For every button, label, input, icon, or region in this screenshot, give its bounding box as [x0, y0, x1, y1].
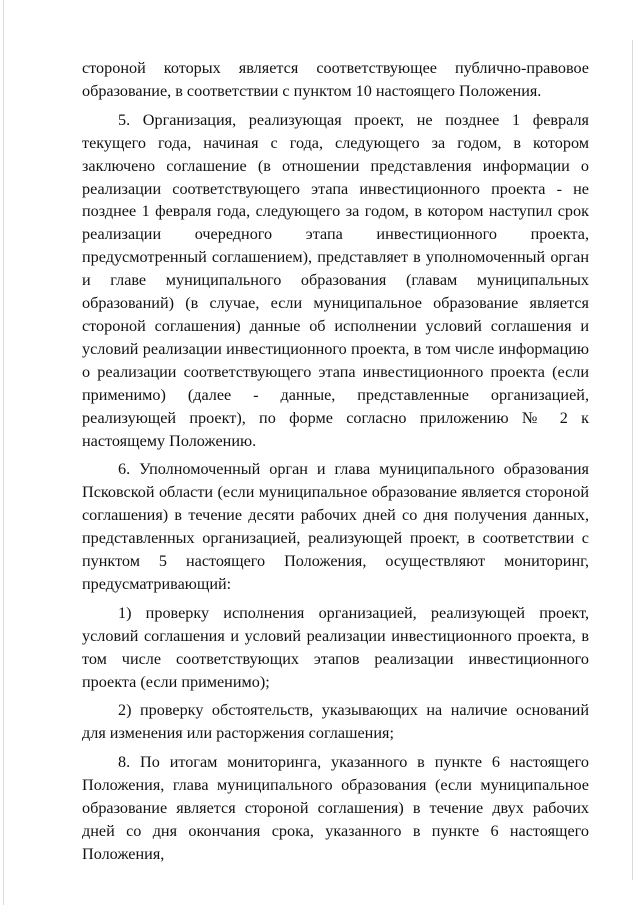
paragraph-item-8: 8. По итогам мониторинга, указанного в пункте 6 настоящего Положения, глава муниципального образования (если муниципальное образование является стороной соглашения) в течение двух рабочих дней со дня окончания срока, указанного в пункте 6 настоящего Положения, — [82, 753, 589, 863]
paragraph-item-6-subitem-1: 1) проверку исполнения организацией, реализующей проект, условий соглашения и условий реализации инвестиционного проекта, в том числе соответствующих этапов реализации инвестиционного проекта (если применимо); — [82, 603, 589, 691]
paragraph-item-6: 6. Уполномоченный орган и глава муниципального образования Псковской области (если муниципальное образование является стороной соглашения) в течение десяти рабочих дней со дня получения данных, представленных организацией, реализующей проект, в соответствии с пунктом 5 настоящего Положения, осуществляют мониторинг, предусматривающий: — [82, 460, 589, 593]
left-scan-edge — [3, 0, 4, 905]
paragraph-item-5: 5. Организация, реализующая проект, не позднее 1 февраля текущего года, начиная с года, следующего за годом, в котором заключено соглашение (в отношении представления информации о реализации соответствующего этапа инвестиционного проекта - не позднее 1 февраля года, следующего за годом, в котором наступил срок реализации очередного этапа инвестиционного проекта, предусмотренный соглашением), представляет в уполномоченный орган и главе муниципального образования (главам муниципальных образований) (в случае, если муниципальное образование является стороной соглашения) данные об исполнении условий соглашения и условий реализации инвестиционного проекта, в том числе информацию о реализации соответствующего этапа инвестиционного проекта (если применимо) (далее - данные, представленные организацией, реализующей проект), по форме согласно приложению № 2 к настоящему Положению. — [82, 110, 589, 450]
paragraph-item-6-subitem-2: 2) проверку обстоятельств, указывающих на наличие оснований для изменения или расторжения соглашения; — [82, 701, 589, 743]
document-text — [82, 57, 589, 872]
paragraph-continuation: стороной которых является соответствующее публично-правовое образование, в соответствии с пунктом 10 настоящего Положения. — [82, 59, 589, 100]
right-scan-edge — [632, 40, 633, 880]
